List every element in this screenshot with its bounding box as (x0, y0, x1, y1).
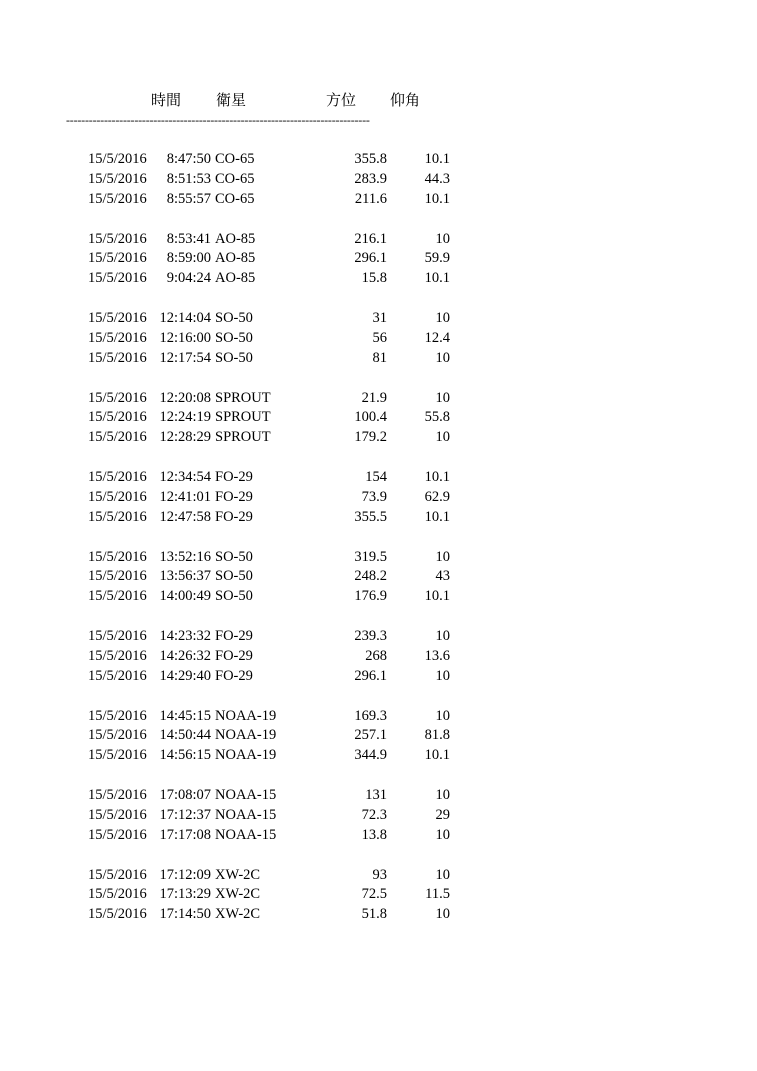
pass-group (0, 150, 757, 230)
table-row (0, 567, 757, 587)
pass-satellite: AO-85 (215, 250, 256, 267)
pass-time: 14:00:49 (159, 588, 211, 605)
pass-azimuth: 296.1 (354, 667, 387, 684)
pass-satellite: CO-65 (215, 190, 255, 207)
pass-date: 15/5/2016 (88, 190, 147, 207)
pass-azimuth: 73.9 (361, 488, 387, 505)
pass-date: 15/5/2016 (88, 389, 147, 406)
pass-group (0, 786, 757, 866)
pass-azimuth: 283.9 (354, 170, 387, 187)
table-row (0, 389, 757, 409)
pass-date: 15/5/2016 (88, 270, 147, 287)
pass-azimuth: 72.3 (361, 806, 387, 823)
pass-azimuth: 344.9 (354, 747, 387, 764)
pass-time: 13:52:16 (159, 548, 211, 565)
pass-time: 8:55:57 (166, 190, 211, 207)
pass-date: 15/5/2016 (88, 826, 147, 843)
pass-satellite: FO-29 (215, 647, 253, 664)
table-row (0, 408, 757, 428)
pass-azimuth: 216.1 (354, 230, 387, 247)
pass-date: 15/5/2016 (88, 488, 147, 505)
pass-azimuth: 355.8 (354, 151, 387, 167)
pass-elevation: 10 (435, 906, 450, 923)
header-time: 時間 (151, 93, 182, 109)
pass-date: 15/5/2016 (88, 806, 147, 823)
pass-date: 15/5/2016 (88, 727, 147, 744)
pass-group (0, 627, 757, 707)
pass-elevation: 59.9 (424, 250, 450, 267)
table-row (0, 667, 757, 687)
pass-elevation: 10.1 (424, 151, 450, 167)
pass-azimuth: 100.4 (354, 409, 387, 426)
pass-elevation: 10 (435, 826, 450, 843)
pass-satellite: CO-65 (215, 151, 255, 167)
pass-elevation: 10.1 (424, 508, 450, 525)
table-row (0, 230, 757, 250)
pass-group (0, 230, 757, 310)
table-row (0, 627, 757, 647)
pass-time: 12:14:04 (159, 310, 211, 326)
table-row (0, 428, 757, 448)
pass-azimuth: 13.8 (361, 826, 387, 843)
pass-satellite: SPROUT (215, 429, 271, 446)
pass-elevation: 10 (435, 866, 450, 883)
pass-elevation: 10.1 (424, 270, 450, 287)
pass-azimuth: 93 (372, 866, 387, 883)
pass-satellite: SO-50 (215, 568, 253, 585)
table-row (0, 190, 757, 210)
table-row (0, 746, 757, 766)
pass-azimuth: 15.8 (361, 270, 387, 287)
pass-satellite: NOAA-19 (215, 707, 277, 724)
pass-satellite: SPROUT (215, 389, 271, 406)
pass-azimuth: 211.6 (354, 190, 387, 207)
pass-elevation: 62.9 (424, 488, 450, 505)
pass-date: 15/5/2016 (88, 628, 147, 644)
pass-time: 8:51:53 (166, 170, 211, 187)
pass-time: 17:12:09 (159, 866, 211, 883)
pass-satellite: NOAA-19 (215, 747, 277, 764)
pass-elevation: 10 (435, 707, 450, 724)
header-satellite: 衛星 (216, 93, 247, 109)
pass-elevation: 44.3 (424, 170, 450, 187)
pass-date: 15/5/2016 (88, 409, 147, 426)
pass-date: 15/5/2016 (88, 647, 147, 664)
pass-elevation: 10 (435, 349, 450, 366)
pass-satellite: SPROUT (215, 409, 271, 426)
pass-date: 15/5/2016 (88, 588, 147, 605)
pass-azimuth: 72.5 (361, 886, 387, 903)
pass-date: 15/5/2016 (88, 707, 147, 724)
table-row (0, 786, 757, 806)
pass-satellite: FO-29 (215, 667, 253, 684)
pass-azimuth: 51.8 (361, 906, 387, 923)
pass-date: 15/5/2016 (88, 329, 147, 346)
table-row (0, 885, 757, 905)
pass-time: 8:53:41 (166, 230, 211, 247)
pass-date: 15/5/2016 (88, 508, 147, 525)
pass-group (0, 309, 757, 389)
pass-time: 13:56:37 (159, 568, 211, 585)
pass-date: 15/5/2016 (88, 429, 147, 446)
pass-azimuth: 169.3 (354, 707, 387, 724)
pass-azimuth: 268 (365, 647, 387, 664)
pass-satellite: XW-2C (215, 886, 261, 903)
table-row (0, 269, 757, 289)
pass-time: 14:29:40 (159, 667, 211, 684)
pass-satellite: SO-50 (215, 310, 253, 326)
table-row (0, 806, 757, 826)
pass-satellite: SO-50 (215, 329, 253, 346)
pass-time: 12:20:08 (159, 389, 211, 406)
pass-elevation: 55.8 (424, 409, 450, 426)
pass-azimuth: 21.9 (361, 389, 387, 406)
table-row (0, 329, 757, 349)
table-row (0, 587, 757, 607)
pass-satellite: NOAA-15 (215, 826, 277, 843)
pass-elevation: 29 (435, 806, 450, 823)
pass-time: 12:24:19 (159, 409, 211, 426)
pass-elevation: 10 (435, 429, 450, 446)
table-row (0, 905, 757, 925)
pass-date: 15/5/2016 (88, 349, 147, 366)
pass-elevation: 10.1 (424, 747, 450, 764)
pass-satellite: NOAA-15 (215, 806, 277, 823)
pass-group (0, 707, 757, 787)
table-row (0, 647, 757, 667)
table-row (0, 826, 757, 846)
pass-elevation: 10 (435, 310, 450, 326)
header-divider: -------------------------------------------------------------------------------- (66, 113, 370, 127)
pass-elevation: 43 (435, 568, 450, 585)
header-azimuth: 方位 (326, 93, 357, 109)
pass-satellite: AO-85 (215, 270, 256, 287)
pass-date: 15/5/2016 (88, 170, 147, 187)
pass-elevation: 10 (435, 628, 450, 644)
pass-azimuth: 257.1 (354, 727, 387, 744)
table-row (0, 309, 757, 329)
pass-date: 15/5/2016 (88, 469, 147, 485)
pass-elevation: 10 (435, 667, 450, 684)
pass-satellite: NOAA-15 (215, 787, 277, 803)
pass-elevation: 10 (435, 230, 450, 247)
pass-elevation: 10 (435, 787, 450, 803)
pass-group (0, 468, 757, 548)
pass-time: 14:45:15 (159, 707, 211, 724)
pass-azimuth: 355.5 (354, 508, 387, 525)
pass-time: 12:34:54 (159, 469, 211, 485)
table-row (0, 508, 757, 528)
pass-time: 12:28:29 (159, 429, 211, 446)
pass-group (0, 866, 757, 946)
pass-date: 15/5/2016 (88, 548, 147, 565)
table-row (0, 488, 757, 508)
pass-azimuth: 319.5 (354, 548, 387, 565)
pass-date: 15/5/2016 (88, 667, 147, 684)
table-row (0, 170, 757, 190)
pass-time: 14:23:32 (159, 628, 211, 644)
pass-time: 17:14:50 (159, 906, 211, 923)
pass-satellite: SO-50 (215, 588, 253, 605)
table-row (0, 707, 757, 727)
pass-time: 12:16:00 (159, 329, 211, 346)
table-row (0, 150, 757, 170)
pass-date: 15/5/2016 (88, 310, 147, 326)
pass-date: 15/5/2016 (88, 886, 147, 903)
pass-date: 15/5/2016 (88, 747, 147, 764)
pass-satellite: FO-29 (215, 508, 253, 525)
pass-azimuth: 176.9 (354, 588, 387, 605)
pass-time: 8:47:50 (166, 151, 211, 167)
pass-satellite: FO-29 (215, 488, 253, 505)
table-row (0, 866, 757, 886)
pass-elevation: 11.5 (425, 886, 450, 903)
pass-elevation: 10 (435, 548, 450, 565)
pass-azimuth: 154 (365, 469, 387, 485)
pass-time: 12:17:54 (159, 349, 211, 366)
pass-date: 15/5/2016 (88, 568, 147, 585)
pass-elevation: 10.1 (424, 588, 450, 605)
pass-date: 15/5/2016 (88, 906, 147, 923)
pass-elevation: 10.1 (424, 469, 450, 485)
table-row (0, 548, 757, 568)
table-row (0, 726, 757, 746)
pass-satellite: XW-2C (215, 866, 261, 883)
table-row (0, 349, 757, 369)
pass-azimuth: 239.3 (354, 628, 387, 644)
pass-time: 9:04:24 (166, 270, 211, 287)
pass-time: 17:08:07 (159, 787, 211, 803)
pass-time: 17:17:08 (159, 826, 211, 843)
table-row (0, 249, 757, 269)
pass-time: 8:59:00 (166, 250, 211, 267)
pass-date: 15/5/2016 (88, 250, 147, 267)
pass-date: 15/5/2016 (88, 230, 147, 247)
pass-elevation: 10.1 (424, 190, 450, 207)
pass-satellite: FO-29 (215, 469, 253, 485)
pass-time: 17:13:29 (159, 886, 211, 903)
pass-azimuth: 56 (372, 329, 387, 346)
pass-elevation: 10 (435, 389, 450, 406)
pass-time: 12:41:01 (159, 488, 211, 505)
pass-time: 14:50:44 (159, 727, 211, 744)
pass-table (0, 150, 757, 945)
pass-satellite: AO-85 (215, 230, 256, 247)
pass-satellite: XW-2C (215, 906, 261, 923)
pass-elevation: 81.8 (424, 727, 450, 744)
table-row (0, 468, 757, 488)
pass-elevation: 12.4 (424, 329, 450, 346)
pass-group (0, 548, 757, 628)
pass-time: 12:47:58 (159, 508, 211, 525)
pass-elevation: 13.6 (424, 647, 450, 664)
pass-time: 17:12:37 (159, 806, 211, 823)
pass-azimuth: 179.2 (354, 429, 387, 446)
pass-time: 14:26:32 (159, 647, 211, 664)
pass-azimuth: 31 (372, 310, 387, 326)
pass-group (0, 389, 757, 469)
pass-date: 15/5/2016 (88, 151, 147, 167)
pass-satellite: FO-29 (215, 628, 253, 644)
pass-azimuth: 248.2 (354, 568, 387, 585)
pass-satellite: SO-50 (215, 548, 253, 565)
pass-date: 15/5/2016 (88, 787, 147, 803)
pass-time: 14:56:15 (159, 747, 211, 764)
pass-satellite: CO-65 (215, 170, 255, 187)
pass-azimuth: 296.1 (354, 250, 387, 267)
pass-satellite: NOAA-19 (215, 727, 277, 744)
pass-satellite: SO-50 (215, 349, 253, 366)
pass-date: 15/5/2016 (88, 866, 147, 883)
pass-azimuth: 131 (365, 787, 387, 803)
header-elevation: 仰角 (390, 93, 421, 109)
pass-azimuth: 81 (372, 349, 387, 366)
